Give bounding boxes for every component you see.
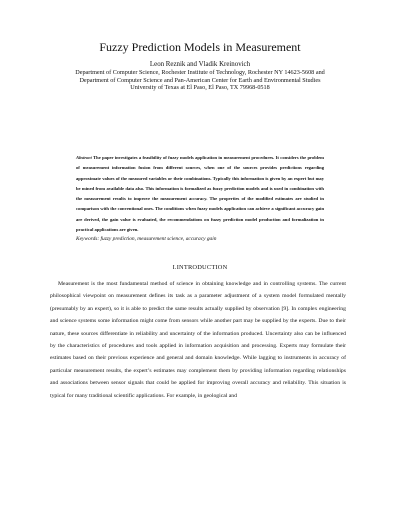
paper-title: Fuzzy Prediction Models in Measurement: [99, 40, 301, 54]
affiliation-line: Department of Computer Science, Rochester Institute of Technology, Rochester NY 14623-5608 and: [75, 69, 325, 77]
abstract-text: The paper investigates a feasibility of fuzzy models application in measurement procedures. It considers the problem of measurement information fusion from different sources, when one of the sources provides predictions regarding approximate values of the measured variables or their combinations. Typically this information is given by an expert but may be mined from available data also. This information is formalized as fuzzy prediction models and is used in combination with the measurement results to improve the measurement accuracy. The properties of the modified estimates are studied in comparison with the conventional ones. The conditions when fuzzy models application can achieve a significant accuracy gain are derived, the gain value is evaluated, the recommendations on fuzzy prediction model production and formalization in practical applications are given.: [76, 155, 324, 233]
affiliation-line: Department of Computer Science and Pan-American Center for Earth and Environmental Studies: [79, 76, 321, 84]
author-names: Leon Reznik and Vladik Kreinovich: [149, 61, 251, 68]
author-block: [0, 61, 400, 92]
affiliation-line: University of Texas at El Paso, El Paso, TX 79968-0518: [130, 84, 270, 92]
abstract: [76, 153, 324, 235]
section-heading: I.INTRODUCTION: [172, 264, 228, 271]
abstract-label: Abstract: [76, 155, 92, 160]
keywords: Keywords: fuzzy prediction, measurement science, accuracy gain: [76, 236, 217, 242]
body-text: [50, 278, 346, 402]
paragraph: Measurement is the most fundamental method of science in obtaining knowledge and in controlling systems. The current philosophical viewpoint on measurement defines its task as a parameter adjustment of a system model formulated mentally (presumably by an expert), so it is able to predict the same results actually supplied by observation [9]. In complex engineering and science systems some information might come from sensors while another part may be supplied by the experts. Due to their nature, these sources differentiate in reliability and uncertainty of the information produced. Uncertainty also can be influenced by the characteristics of procedures and tools applied in information acquisition and processing. Experts may formulate their estimates based on their previous experience and general and domain knowledge. While lagging to instruments in accuracy of particular measurement results, the expert’s estimates may complement them by providing information regarding relationships and associations between sensor signals that could be applied for improving overall accuracy and reliability. This situation is typical for many traditional scientific applications. For example, in geological and: [50, 281, 346, 399]
